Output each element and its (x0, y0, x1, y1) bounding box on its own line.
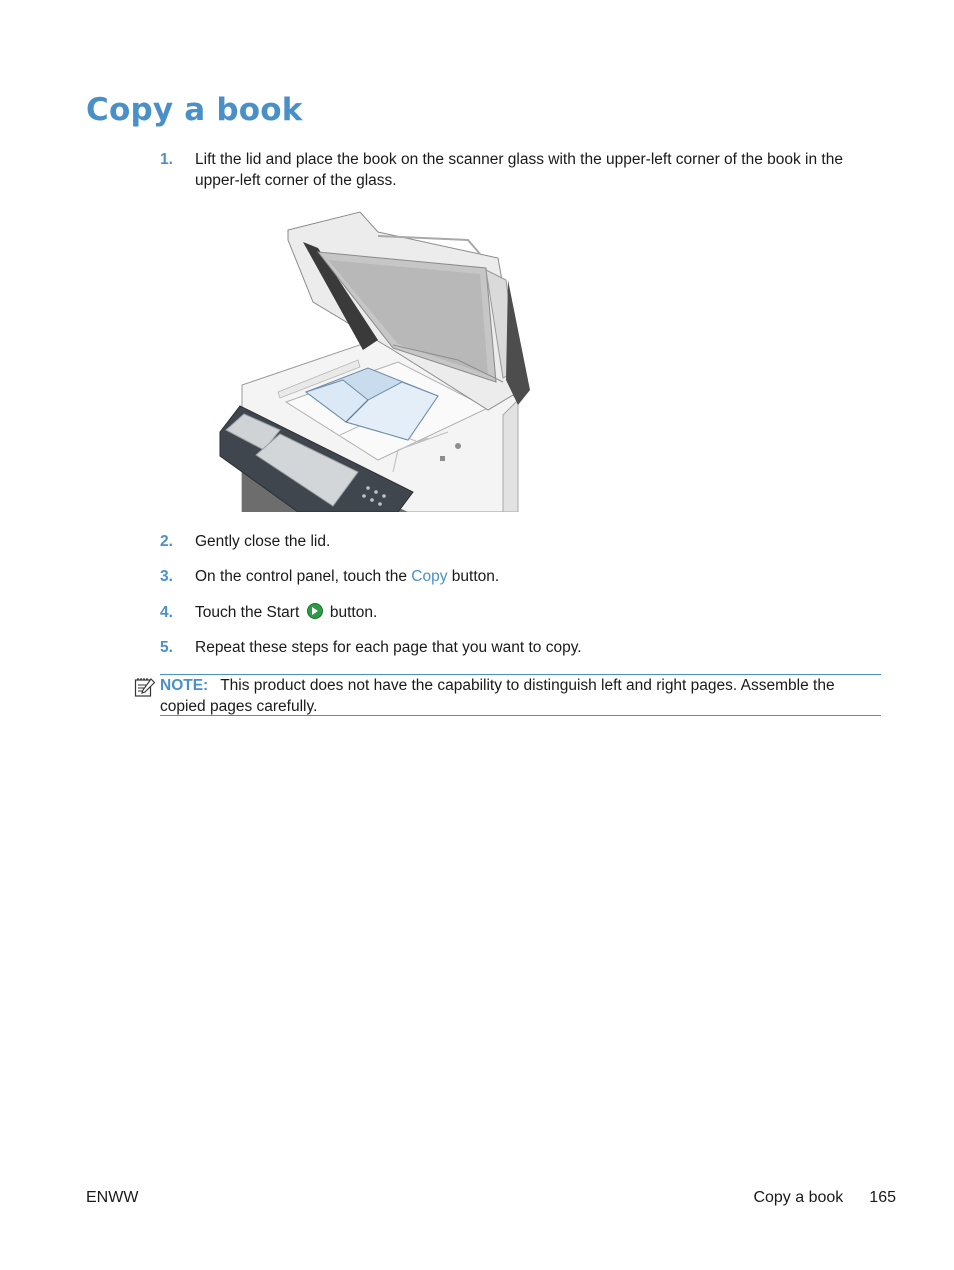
note-text: This product does not have the capability to distinguish left and right pages. Assemble the copied pages carefully. (160, 677, 835, 715)
step-number: 2. (160, 533, 173, 550)
step-3 (160, 566, 860, 587)
step-5 (160, 637, 860, 658)
step-1 (160, 149, 860, 191)
step-text-pre: On the control panel, touch the (195, 568, 412, 585)
copy-button-reference: Copy (411, 568, 448, 585)
footer-section-title: Copy a book (753, 1189, 844, 1206)
step-number: 1. (160, 151, 173, 168)
step-text (195, 602, 860, 623)
step-text: Lift the lid and place the book on the scanner glass with the upper-left corner of the book in the upper-left corner of the glass. (195, 151, 843, 189)
step-text: Repeat these steps for each page that you want to copy. (195, 639, 582, 656)
step-text (195, 566, 860, 587)
step-number: 3. (160, 568, 173, 585)
step-text-pre: Touch the Start (195, 604, 304, 621)
page-title: Copy a book (86, 92, 303, 128)
step-number: 4. (160, 604, 173, 621)
step-2 (160, 531, 860, 552)
step-text: Gently close the lid. (195, 533, 331, 550)
footer-section (753, 1189, 896, 1207)
note-label: NOTE: (160, 677, 209, 694)
footer-brand: ENWW (86, 1189, 139, 1206)
step-number: 5. (160, 639, 173, 656)
step-text-post: button. (447, 568, 500, 585)
start-button-icon (307, 603, 323, 619)
scanner-illustration (218, 210, 532, 512)
note-box (160, 674, 881, 716)
step-text-post: button. (325, 604, 378, 621)
page-number: 165 (869, 1189, 896, 1206)
note-pencil-icon (134, 676, 156, 698)
step-4 (160, 602, 860, 623)
